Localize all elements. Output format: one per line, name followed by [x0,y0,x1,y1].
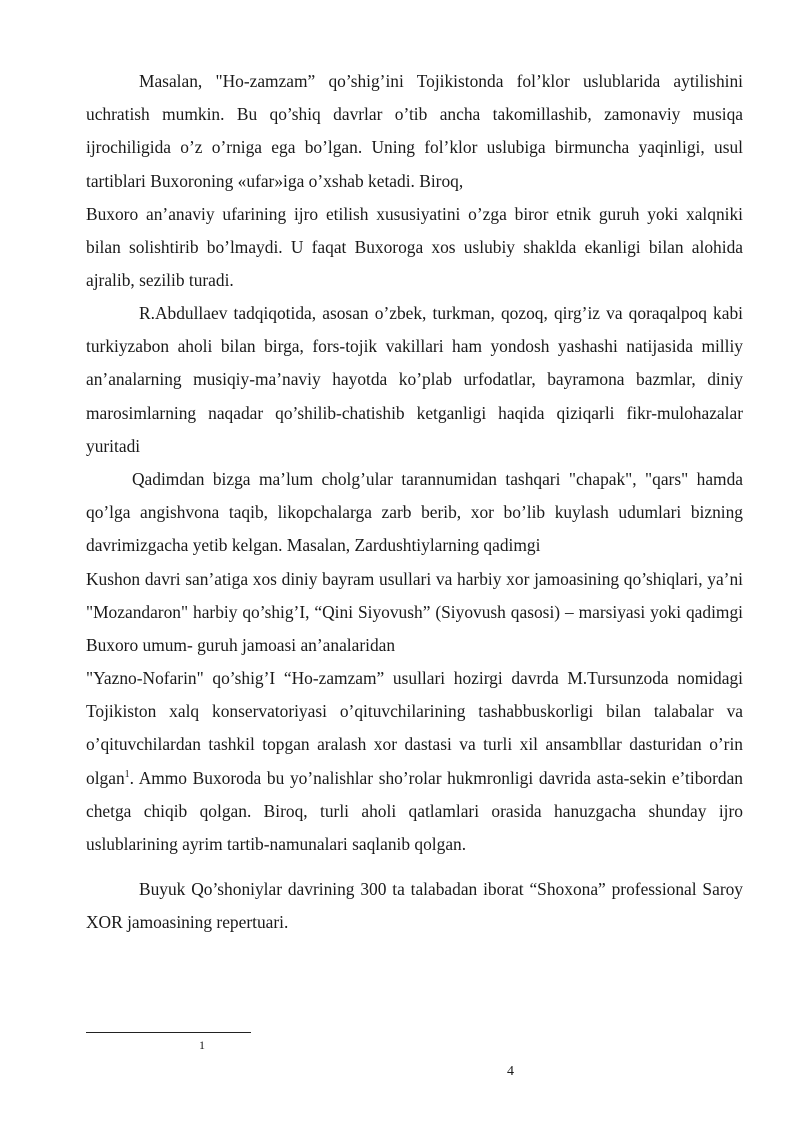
paragraph-kushon-period: Kushon davri san’atiga xos diniy bayram usullari va harbiy xor jamoasining qo’shiqlari, ya’ni "Mozandaron" harbiy qo’shig’I, “Qini Siyovush” (Siyovush qasosi) – marsiyasi yoki qadimgi Buxoro umum- guruh jamoasi an’analaridan [86,569,743,656]
paragraph-yazno-nofarin-text: "Yazno-Nofarin" qo’shig’I “Ho-zamzam” usullari hozirgi davrda M.Tursunzoda nomidagi Tojikiston xalq konservatoriyasi o’qituvchilarining tashabbuskorligi bilan talabalar va o’qituvchilardan tashkil topgan aralash xor dastasi va turli xil ansambllar dasturidan o’rin olgan [86,668,743,788]
paragraph-yazno-nofarin [86,662,743,861]
page-number: 4 [507,1064,514,1079]
paragraph-abdullaev-research: R.Abdullaev tadqiqotida, asosan o’zbek, turkman, qozoq, qirg’iz va qoraqalpoq kabi turkiyzabon aholi bilan birga, fors-tojik vakillari ham yondosh yashashi natijasida milliy an’analarning musiqiy-ma’naviy hayotda ko’plab urfodatlar, bayramona bazmlar, diniy marosimlarning naqadar qo’shilib-chatishib ketganligi haqida qiziqarli fikr-mulohazalar yuritadi [86,303,743,456]
footnote-separator [86,1032,251,1033]
paragraph-buxoro-ufar: Buxoro an’anaviy ufarining ijro etilish xususiyatini o’zga biror etnik guruh yoki xalqniki bilan solishtirib bo’lmaydi. U faqat Buxoroga xos uslubiy shaklda ekanligi bilan alohida ajralib, sezilib turadi. [86,204,743,291]
footnote-number: 1 [199,1038,205,1052]
paragraph-ancient-instruments: Qadimdan bizga ma’lum cholg’ular tarannumidan tashqari "chapak", "qars" hamda qo’lga angishvona taqib, likopchalarga zarb berib, xor bo’lib kuylash udumlari bizning davrimizgacha yetib kelgan. Masalan, Zardushtiylarning qadimgi [86,469,743,556]
paragraph-yazno-nofarin-continuation: . Ammo Buxoroda bu yo’nalishlar sho’rolar hukmronligi davrida asta-sekin e’tibordan chetga chiqib qolgan. Biroq, turli aholi qatlamlari orasida hanuzgacha shunday ijro uslublarining ayrim tartib-namunalari saqlanib qolgan. [86,767,743,855]
footnote-reference[interactable]: 1 [124,768,130,780]
paragraph-shoxona-choir: Buyuk Qo’shoniylar davrining 300 ta talabadan iborat “Shoxona” professional Saroy XOR jamoasining repertuari. [86,879,743,933]
paragraph-ho-zamzam-intro: Masalan, "Ho-zamzam” qo’shig’ini Tojikistonda fol’klor uslublarida aytilishini uchratish mumkin. Bu qo’shiq davrlar o’tib ancha takomillashib, zamonaviy musiqa ijrochiligida o’z o’rniga ega bo’lgan. Uning fol’klor uslubiga birmuncha yaqinligi, usul tartiblari Buxoroning «ufar»iga o’xshab ketadi. Biroq, [86,71,743,191]
